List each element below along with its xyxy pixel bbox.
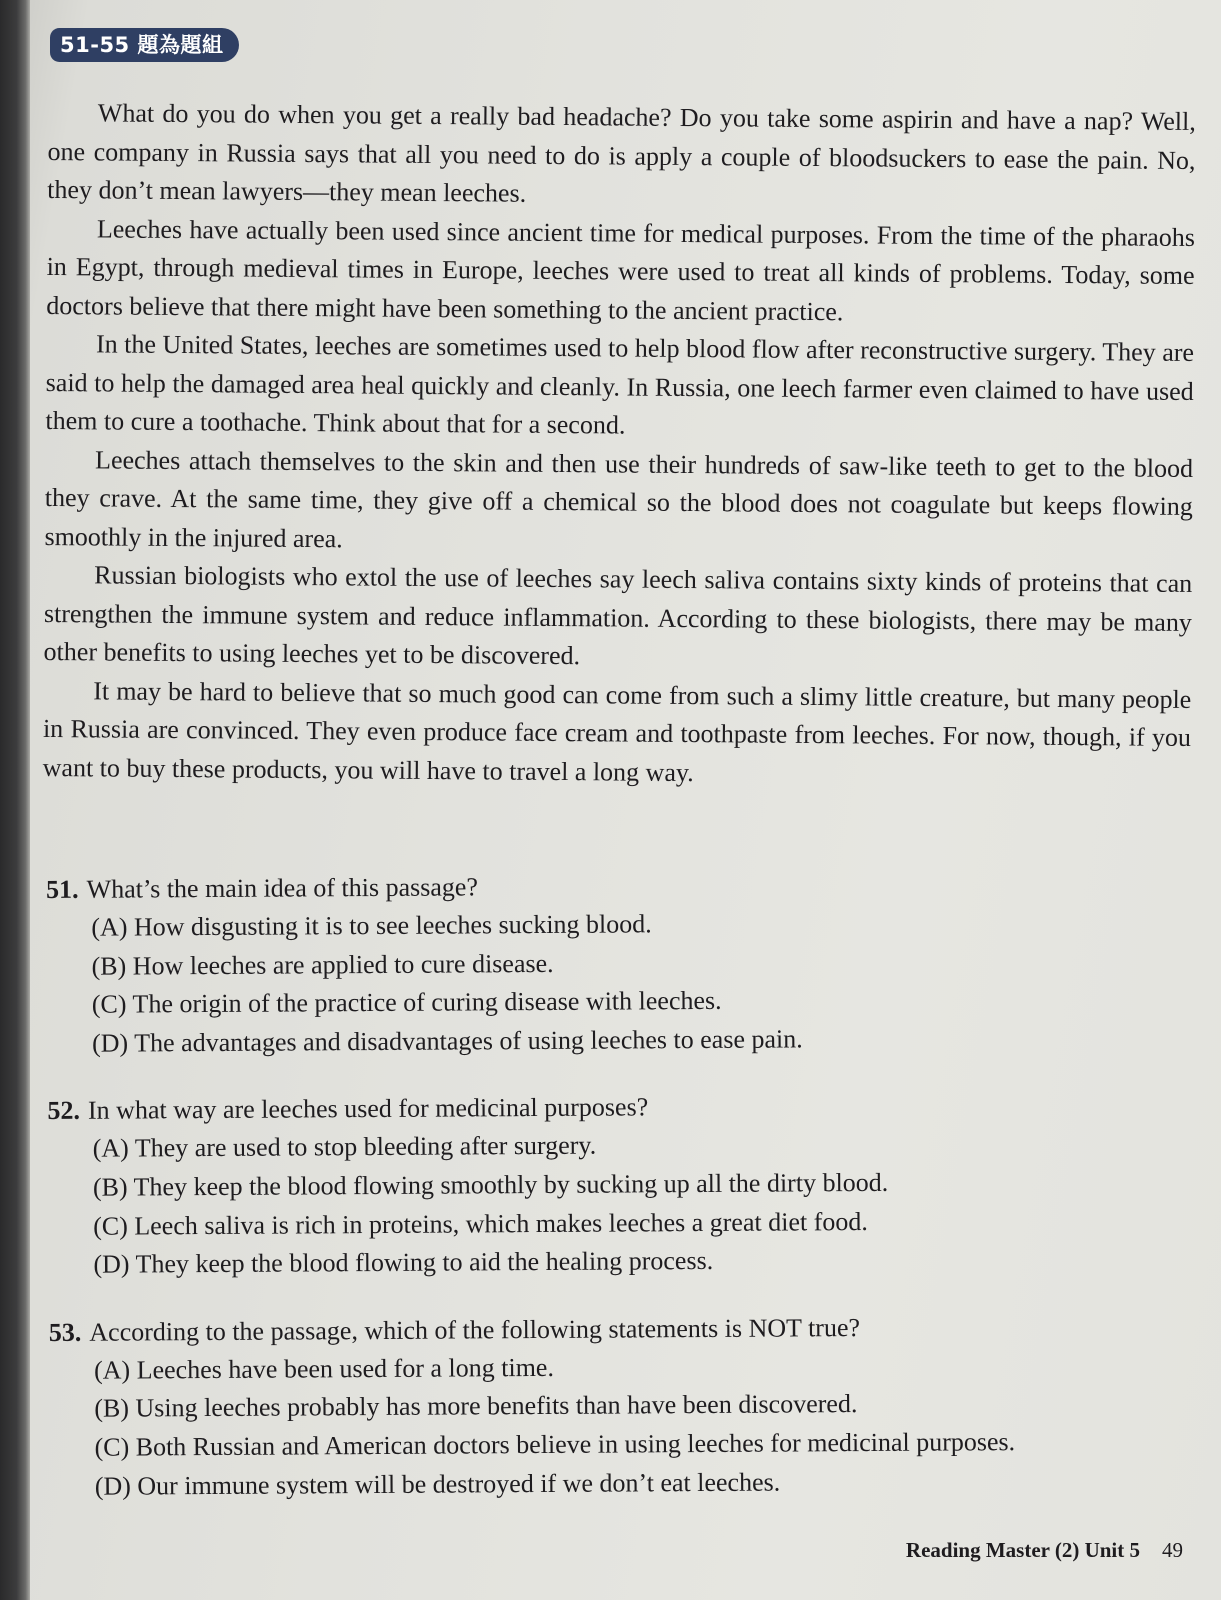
question-text: According to the passage, which of the following statements is NOT true? (89, 1312, 861, 1347)
answer-option: (B) How leeches are applied to cure disease. (91, 948, 554, 981)
answer-option: (C) Leech saliva is rich in proteins, which makes leeches a great diet food. (93, 1206, 868, 1241)
answer-option: (D) They keep the blood flowing to aid the healing process. (93, 1246, 714, 1279)
answer-option: (C) The origin of the practice of curing disease with leeches. (91, 986, 722, 1019)
passage-paragraph: It may be hard to believe that so much good can come from such a slimy little creature, but many people in Russia are convinced. They even produce face cream and toothpaste from leeches. For now, though, if you want to buy these products, you will have to travel a long way. (42, 675, 1192, 787)
answer-option: (B) They keep the blood flowing smoothly by sucking up all the dirty blood. (92, 1167, 889, 1202)
question-list (46, 863, 1200, 1534)
question-text: In what way are leeches used for medicinal purposes? (87, 1092, 649, 1126)
question-text: What’s the main idea of this passage? (86, 872, 479, 904)
question-53 (49, 1306, 1200, 1506)
answer-option: (C) Both Russian and American doctors believe in using leeches for medicinal purposes. (94, 1427, 1016, 1462)
passage-paragraph: What do you do when you get a really bad headache? Do you take some aspirin and have a nap? Well, one company in Russia says that all you need to do is apply a couple of bloodsuckers to ease the pain. No, they don’t mean lawyers—they mean leeches. (47, 98, 1196, 208)
question-52 (47, 1084, 1198, 1284)
passage-paragraph: In the United States, leeches are sometimes used to help blood flow after reconstructive surgery. They are said to help the damaged area heal quickly and cleanly. In Russia, one leech farmer even claimed to have used them to cure a toothache. Think about that for a second. (45, 329, 1195, 440)
answer-option: (A) Leeches have been used for a long time. (93, 1352, 555, 1385)
passage-paragraph: Leeches have actually been used since ancient time for medical purposes. From the time of the pharaohs in Egypt, through medieval times in Europe, leeches were used to treat all kinds of problems. Today, some doctors believe that there might have been something to the ancient practice. (46, 213, 1196, 326)
reading-passage (43, 94, 1196, 796)
book-binding-edge (0, 0, 30, 1600)
question-51 (46, 863, 1197, 1063)
question-number: 53. (48, 1317, 82, 1347)
question-group-badge: 51-55 題為題組 (50, 28, 239, 62)
answer-option: (D) The advantages and disadvantages of using leeches to ease pain. (91, 1024, 803, 1058)
passage-paragraph: Leeches attach themselves to the skin and then use their hundreds of saw-like teeth to get to the blood they crave. At the same time, they give off a chemical so the blood does not coagulate but keeps flowing smoothly in the injured area. (44, 444, 1194, 553)
answer-option: (A) They are used to stop bleeding after surgery. (92, 1131, 597, 1164)
answer-option: (B) Using leeches probably has more benefits than have been discovered. (94, 1389, 858, 1424)
question-number: 51. (46, 874, 79, 904)
answer-option: (D) Our immune system will be destroyed if we don’t eat leeches. (94, 1467, 781, 1501)
answer-option: (A) How disgusting it is to see leeches sucking blood. (91, 909, 652, 942)
passage-paragraph: Russian biologists who extol the use of leeches say leech saliva contains sixty kinds of proteins that can strengthen the immune system and reduce inflammation. According to these biologists, there may be many other benefits to using leeches yet to be discovered. (43, 560, 1193, 671)
page-number: 49 (1162, 1538, 1183, 1562)
page-footer (906, 1538, 1183, 1563)
question-number: 52. (47, 1096, 81, 1126)
book-title: Reading Master (2) Unit 5 (905, 1538, 1140, 1562)
